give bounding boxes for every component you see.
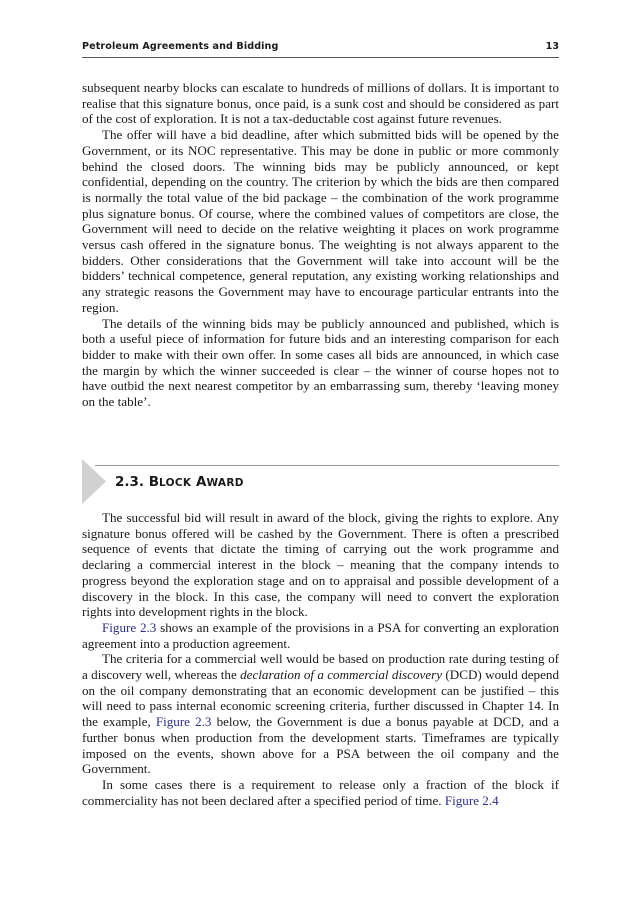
section-arrow-icon: [82, 459, 106, 504]
paragraph-bid-deadline: The offer will have a bid deadline, after which submitted bids will be opened by the Government, or its NOC representative. This may be done in public or more commonly behind the closed doors. The winning bids may be publicly announced, or kept confidential, depending on the country. The criterion by which the bids are then compared is normally the total value of the bid package – the combination of the work programme plus signature bonus. Of course, where the combined values of competitors are close, the Government will need to decide on the relative weighting it places on work programme versus cash offered in the signature bonus. The weighting is not always apparent to the bidders. Other considerations that the Government will take into account will be the bidders’ technical competence, general reputation, any existing working relationships and any strategic reasons the Government may have to encourage particular entrants into the region.: [82, 127, 559, 315]
running-head: [82, 41, 559, 55]
body-text-section: [82, 510, 559, 808]
body-text-top: [82, 80, 559, 410]
figure-2-3-link[interactable]: Figure 2.3: [155, 714, 212, 730]
italic-term: declaration of a commercial discovery: [240, 667, 443, 683]
paragraph-figure-reference: Figure 2.3 shows an example of the provisions in a PSA for converting an exploration agreement into a production agreement.: [82, 619, 560, 651]
section-number: 2.3.: [115, 474, 145, 490]
page-number: 13: [545, 41, 559, 52]
running-head-title: Petroleum Agreements and Bidding: [82, 41, 279, 52]
paragraph-block-award: The successful bid will result in award of the block, giving the rights to explore. Any signature bonus offered will be cashed by the Government. There is often a prescribed sequence of events that dictate the timing of carrying out the work programme and declaring a commercial interest in the block – meaning that the company intends to progress beyond the exploration stage and on to appraisal and possible development of a discovery in the block. In this case, the company will need to convert the exploration rights into development rights in the block.: [82, 510, 559, 620]
paragraph-block-release: In some cases there is a requirement to release only a fraction of the block if commerciality has not been declared after a specified period of time. Figure 2.4: [82, 776, 559, 808]
figure-2-3-link[interactable]: Figure 2.3: [102, 619, 157, 635]
paragraph-continued: subsequent nearby blocks can escalate to hundreds of millions of dollars. It is important to realise that this signature bonus, once paid, is a sunk cost and should be considered as part of the cost of exploration. It is not a tax-deductable cost against future revenues.: [82, 80, 559, 127]
paragraph-commercial-criteria: The criteria for a commercial well would be based on production rate during testing of a discovery well, whereas the declaration of a commercial discovery (DCD) would depend on the oil company demonstrating that an economic development can be justified – this will need to pass internal economic screening criteria, further discussed in Chapter 14. In the example, Figure 2.3 below, the Government is due a bonus payable at DCD, and a further bonus when production from the development starts. Timeframes are typically imposed on the events, shown above for a PSA between the oil company and the Government.: [82, 651, 560, 777]
section-divider: [95, 465, 559, 466]
figure-2-4-link[interactable]: Figure 2.4: [444, 792, 499, 808]
paragraph-winning-bids: The details of the winning bids may be publicly announced and published, which is both a useful piece of information for future bids and an interesting comparison for each bidder to make with their own offer. In some cases all bids are announced, in which case the margin by which the winner succeeded is clear – the winner of course hopes not to have outbid the next nearest competitor by an embarrassing sum, thereby ‘leaving money on the table’.: [82, 315, 559, 410]
header-divider: [82, 57, 559, 58]
section-heading: 2.3. BLOCK AWARD: [115, 474, 244, 490]
